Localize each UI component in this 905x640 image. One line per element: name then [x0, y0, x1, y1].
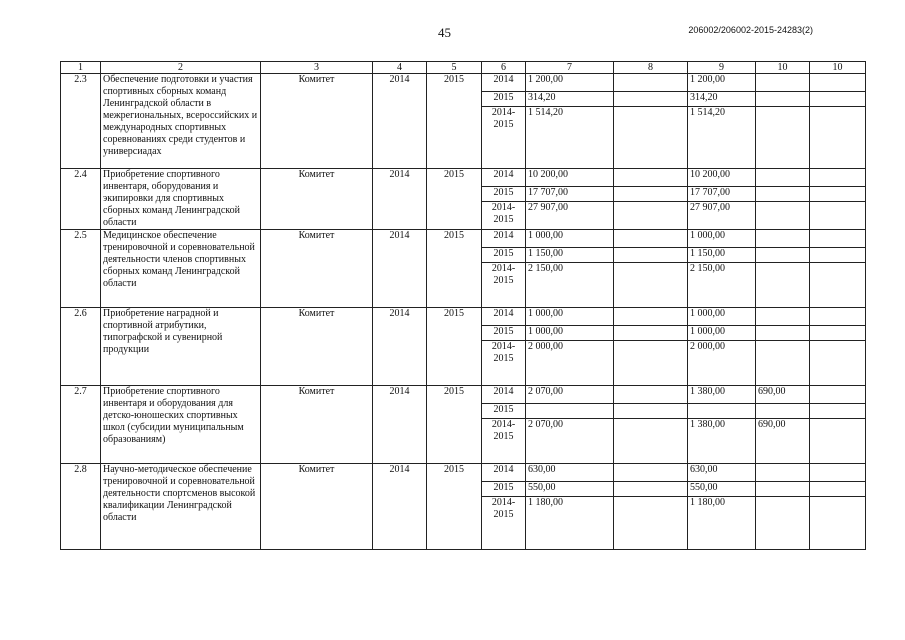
- other-amount: [810, 230, 866, 248]
- finance-year: 2014-2015: [482, 341, 526, 386]
- column-header: 10: [810, 62, 866, 74]
- item-name: Обеспечение подготовки и участия спортивных сборных команд Ленинградской области в межрегиональных, всероссийских и международных спортивных соревнованиях среди студентов и универсиадах: [101, 74, 261, 169]
- federal-amount: [614, 419, 688, 464]
- federal-amount: [614, 464, 688, 482]
- other-amount: [810, 187, 866, 202]
- finance-year: 2014-2015: [482, 263, 526, 308]
- column-header: 8: [614, 62, 688, 74]
- item-number: 2.4: [61, 169, 101, 230]
- column-header: 9: [688, 62, 756, 74]
- total-amount: [526, 404, 614, 419]
- federal-amount: [614, 92, 688, 107]
- item-number: 2.5: [61, 230, 101, 308]
- total-amount: 2 070,00: [526, 419, 614, 464]
- column-header: 1: [61, 62, 101, 74]
- total-amount: 314,20: [526, 92, 614, 107]
- local-amount: [756, 202, 810, 230]
- executor: Комитет: [261, 308, 373, 386]
- federal-amount: [614, 386, 688, 404]
- total-amount: 1 000,00: [526, 326, 614, 341]
- table-row: [61, 169, 866, 187]
- finance-year: 2015: [482, 187, 526, 202]
- local-amount: [756, 341, 810, 386]
- document-id: 206002/206002-2015-24283(2): [688, 25, 813, 35]
- finance-year: 2014: [482, 230, 526, 248]
- total-amount: 1 200,00: [526, 74, 614, 92]
- other-amount: [810, 497, 866, 550]
- regional-amount: 1 380,00: [688, 386, 756, 404]
- start-year: 2014: [373, 169, 427, 230]
- finance-year: 2014-2015: [482, 202, 526, 230]
- regional-amount: 2 000,00: [688, 341, 756, 386]
- regional-amount: 1 000,00: [688, 308, 756, 326]
- table-row: [61, 308, 866, 326]
- regional-amount: 630,00: [688, 464, 756, 482]
- regional-amount: 1 514,20: [688, 107, 756, 169]
- end-year: 2015: [427, 386, 482, 464]
- executor: Комитет: [261, 169, 373, 230]
- total-amount: 2 150,00: [526, 263, 614, 308]
- other-amount: [810, 248, 866, 263]
- other-amount: [810, 404, 866, 419]
- item-name: Научно-методическое обеспечение тренировочной и соревновательной деятельности спортсменов высокой квалификации Ленинградской области: [101, 464, 261, 550]
- start-year: 2014: [373, 308, 427, 386]
- item-name: Приобретение спортивного инвентаря, оборудования и экипировки для спортивных сборных команд Ленинградской области: [101, 169, 261, 230]
- finance-year: 2014: [482, 386, 526, 404]
- federal-amount: [614, 248, 688, 263]
- total-amount: 550,00: [526, 482, 614, 497]
- finance-year: 2014: [482, 464, 526, 482]
- regional-amount: 1 150,00: [688, 248, 756, 263]
- column-header: 3: [261, 62, 373, 74]
- other-amount: [810, 169, 866, 187]
- item-name: Приобретение наградной и спортивной атрибутики, типографской и сувенирной продукции: [101, 308, 261, 386]
- federal-amount: [614, 341, 688, 386]
- finance-year: 2015: [482, 92, 526, 107]
- total-amount: 1 150,00: [526, 248, 614, 263]
- federal-amount: [614, 74, 688, 92]
- regional-amount: 1 380,00: [688, 419, 756, 464]
- total-amount: 1 180,00: [526, 497, 614, 550]
- table-row: [61, 74, 866, 92]
- other-amount: [810, 308, 866, 326]
- local-amount: [756, 92, 810, 107]
- local-amount: [756, 74, 810, 92]
- total-amount: 27 907,00: [526, 202, 614, 230]
- total-amount: 1 000,00: [526, 230, 614, 248]
- executor: Комитет: [261, 230, 373, 308]
- local-amount: [756, 169, 810, 187]
- total-amount: 1 514,20: [526, 107, 614, 169]
- regional-amount: [688, 404, 756, 419]
- regional-amount: 27 907,00: [688, 202, 756, 230]
- column-header: 2: [101, 62, 261, 74]
- other-amount: [810, 326, 866, 341]
- regional-amount: 314,20: [688, 92, 756, 107]
- local-amount: [756, 308, 810, 326]
- federal-amount: [614, 187, 688, 202]
- other-amount: [810, 464, 866, 482]
- finance-year: 2014-2015: [482, 107, 526, 169]
- local-amount: [756, 404, 810, 419]
- local-amount: [756, 482, 810, 497]
- header-row: [61, 62, 866, 74]
- regional-amount: 2 150,00: [688, 263, 756, 308]
- federal-amount: [614, 497, 688, 550]
- federal-amount: [614, 404, 688, 419]
- table-row: [61, 230, 866, 248]
- finance-year: 2014: [482, 308, 526, 326]
- federal-amount: [614, 230, 688, 248]
- regional-amount: 1 000,00: [688, 326, 756, 341]
- finance-year: 2014-2015: [482, 419, 526, 464]
- column-header: 5: [427, 62, 482, 74]
- finance-year: 2015: [482, 326, 526, 341]
- total-amount: 17 707,00: [526, 187, 614, 202]
- other-amount: [810, 419, 866, 464]
- executor: Комитет: [261, 74, 373, 169]
- executor: Комитет: [261, 464, 373, 550]
- other-amount: [810, 74, 866, 92]
- total-amount: 1 000,00: [526, 308, 614, 326]
- regional-amount: 10 200,00: [688, 169, 756, 187]
- end-year: 2015: [427, 464, 482, 550]
- finance-year: 2014: [482, 74, 526, 92]
- total-amount: 2 000,00: [526, 341, 614, 386]
- item-number: 2.8: [61, 464, 101, 550]
- local-amount: [756, 187, 810, 202]
- start-year: 2014: [373, 386, 427, 464]
- page-number: 45: [438, 25, 451, 40]
- column-header: 6: [482, 62, 526, 74]
- regional-amount: 17 707,00: [688, 187, 756, 202]
- item-name: Приобретение спортивного инвентаря и оборудования для детско-юношеских спортивных школ (субсидии муниципальным образованиям): [101, 386, 261, 464]
- regional-amount: 1 000,00: [688, 230, 756, 248]
- table-row: [61, 386, 866, 404]
- other-amount: [810, 202, 866, 230]
- end-year: 2015: [427, 74, 482, 169]
- local-amount: [756, 107, 810, 169]
- other-amount: [810, 386, 866, 404]
- local-amount: [756, 248, 810, 263]
- local-amount: [756, 263, 810, 308]
- end-year: 2015: [427, 230, 482, 308]
- start-year: 2014: [373, 74, 427, 169]
- federal-amount: [614, 308, 688, 326]
- other-amount: [810, 107, 866, 169]
- item-name: Медицинское обеспечение тренировочной и соревновательной деятельности членов спортивных сборных команд Ленинградской области: [101, 230, 261, 308]
- federal-amount: [614, 482, 688, 497]
- total-amount: 10 200,00: [526, 169, 614, 187]
- item-number: 2.6: [61, 308, 101, 386]
- end-year: 2015: [427, 308, 482, 386]
- local-amount: [756, 497, 810, 550]
- finance-year: 2015: [482, 482, 526, 497]
- other-amount: [810, 92, 866, 107]
- finance-year: 2014: [482, 169, 526, 187]
- local-amount: [756, 230, 810, 248]
- other-amount: [810, 482, 866, 497]
- program-table: [60, 61, 866, 550]
- start-year: 2014: [373, 464, 427, 550]
- column-header: 7: [526, 62, 614, 74]
- column-header: 4: [373, 62, 427, 74]
- start-year: 2014: [373, 230, 427, 308]
- federal-amount: [614, 263, 688, 308]
- total-amount: 2 070,00: [526, 386, 614, 404]
- executor: Комитет: [261, 386, 373, 464]
- federal-amount: [614, 202, 688, 230]
- local-amount: [756, 464, 810, 482]
- federal-amount: [614, 169, 688, 187]
- finance-year: 2015: [482, 404, 526, 419]
- other-amount: [810, 263, 866, 308]
- regional-amount: 1 180,00: [688, 497, 756, 550]
- total-amount: 630,00: [526, 464, 614, 482]
- other-amount: [810, 341, 866, 386]
- regional-amount: 1 200,00: [688, 74, 756, 92]
- end-year: 2015: [427, 169, 482, 230]
- finance-year: 2014-2015: [482, 497, 526, 550]
- table-row: [61, 464, 866, 482]
- local-amount: [756, 326, 810, 341]
- local-amount: 690,00: [756, 419, 810, 464]
- finance-year: 2015: [482, 248, 526, 263]
- item-number: 2.7: [61, 386, 101, 464]
- item-number: 2.3: [61, 74, 101, 169]
- local-amount: 690,00: [756, 386, 810, 404]
- regional-amount: 550,00: [688, 482, 756, 497]
- federal-amount: [614, 326, 688, 341]
- column-header: 10: [756, 62, 810, 74]
- federal-amount: [614, 107, 688, 169]
